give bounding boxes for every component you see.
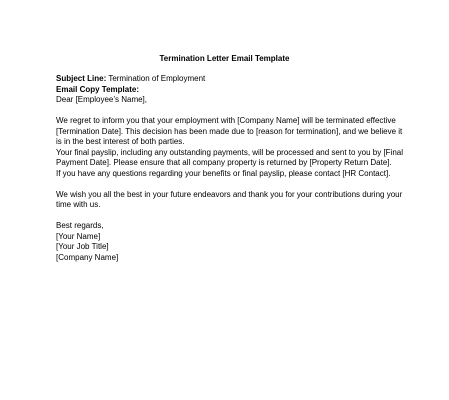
- signature-title: [Your Job Title]: [56, 242, 109, 251]
- closing: Best regards,: [56, 221, 104, 230]
- document-title: Termination Letter Email Template: [159, 54, 290, 63]
- signature-company: [Company Name]: [56, 252, 119, 262]
- paragraph-4-line: We wish you all the best in your future endeavors and thank you for your contributions during your: [56, 189, 403, 199]
- signature-name: [Your Name]: [56, 231, 101, 241]
- subject-label: Subject Line:: [56, 74, 107, 83]
- paragraph-gap: [56, 106, 406, 117]
- paragraph-gap: [56, 211, 406, 222]
- subject-value: Termination of Employment: [106, 74, 206, 83]
- paragraph-2-line: Payment Date]. Please ensure that all company property is returned by [Property Return Date].: [56, 158, 392, 167]
- paragraph-2-line: Your final payslip, including any outstanding payments, will be processed and sent to you by [Final: [56, 147, 404, 157]
- paragraph-3-line: If you have any questions regarding your benefits or final payslip, please contact [HR Contact].: [56, 168, 391, 178]
- salutation: Dear [Employee’s Name],: [56, 95, 147, 104]
- paragraph-1-line: is in the best interest of both parties.: [56, 137, 185, 146]
- paragraph-4-line: time with us.: [56, 200, 101, 209]
- letter-body: [56, 74, 406, 263]
- paragraph-1-line: [Termination Date]. This decision has been made due to [reason for termination], and we believe it: [56, 126, 403, 136]
- subject-line: [56, 74, 406, 85]
- paragraph-gap: [56, 179, 406, 190]
- paragraph-1-line: We regret to inform you that your employment with [Company Name] will be terminated effective: [56, 116, 396, 125]
- email-copy-label: Email Copy Template:: [56, 84, 139, 94]
